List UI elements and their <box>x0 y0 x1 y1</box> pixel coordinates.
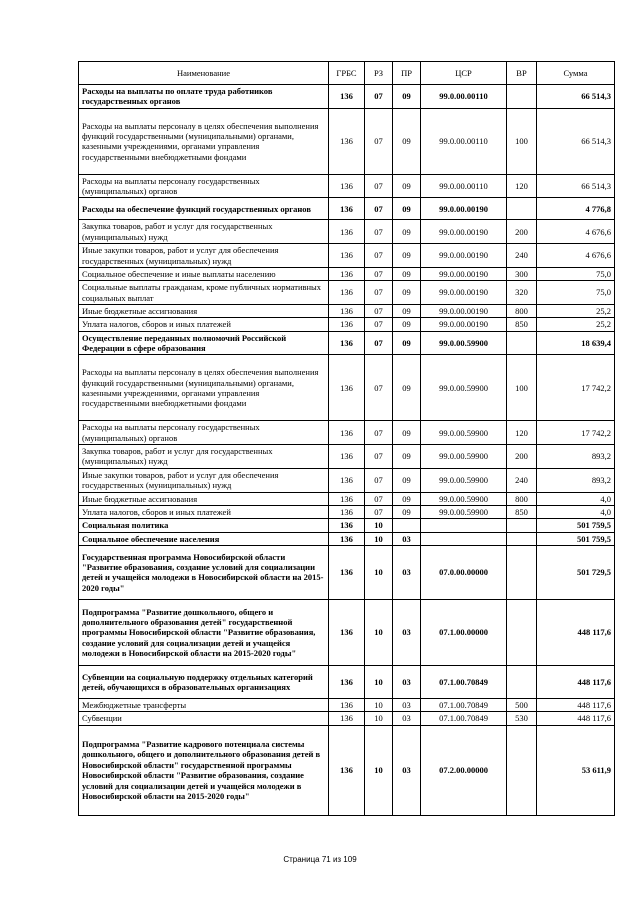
table-row <box>79 108 615 174</box>
cell-pr: 09 <box>393 318 421 331</box>
cell-pr: 03 <box>393 545 421 599</box>
table-row <box>79 318 615 331</box>
cell-csr: 07.1.00.70849 <box>421 698 507 711</box>
cell-rz: 07 <box>365 198 393 220</box>
cell-csr: 99.0.00.59900 <box>421 445 507 469</box>
cell-rz: 07 <box>365 468 393 492</box>
cell-vr <box>507 331 537 355</box>
cell-name: Подпрограмма "Развитие дошкольного, общего и дополнительного образования детей" государственной программы Новосибирской области "Развитие образования, создание условий для социализации детей и учащейся молодежи в Новосибирской области на 2015-2020 годы" <box>79 599 329 665</box>
cell-rz: 07 <box>365 331 393 355</box>
cell-csr <box>421 532 507 545</box>
cell-vr: 100 <box>507 108 537 174</box>
cell-sum: 4 676,6 <box>537 244 615 268</box>
cell-rz: 07 <box>365 267 393 280</box>
cell-grbs: 136 <box>329 698 365 711</box>
cell-sum: 25,2 <box>537 304 615 317</box>
cell-pr: 09 <box>393 492 421 505</box>
cell-sum: 448 117,6 <box>537 599 615 665</box>
cell-rz: 10 <box>365 599 393 665</box>
cell-grbs: 136 <box>329 220 365 244</box>
cell-vr: 320 <box>507 281 537 305</box>
cell-grbs: 136 <box>329 355 365 421</box>
cell-pr: 03 <box>393 712 421 725</box>
header-grbs: ГРБС <box>329 62 365 85</box>
cell-pr: 09 <box>393 267 421 280</box>
cell-rz: 07 <box>365 421 393 445</box>
cell-grbs: 136 <box>329 304 365 317</box>
cell-name: Иные закупки товаров, работ и услуг для обеспечения государственных (муниципальных) нужд <box>79 468 329 492</box>
cell-csr: 99.0.00.59900 <box>421 421 507 445</box>
cell-sum: 66 514,3 <box>537 85 615 109</box>
cell-pr: 03 <box>393 725 421 815</box>
cell-rz: 07 <box>365 492 393 505</box>
header-csr: ЦСР <box>421 62 507 85</box>
table-row <box>79 331 615 355</box>
cell-pr <box>393 519 421 532</box>
table-row <box>79 519 615 532</box>
cell-csr: 99.0.00.59900 <box>421 505 507 518</box>
cell-pr: 03 <box>393 665 421 698</box>
header-rz: РЗ <box>365 62 393 85</box>
cell-rz: 10 <box>365 532 393 545</box>
cell-name: Расходы на выплаты персоналу в целях обеспечения выполнения функций государственными (муниципальными) органами, казенными учреждениями, органами управления государственными внебюджетными фондами <box>79 355 329 421</box>
cell-csr <box>421 519 507 532</box>
cell-name: Расходы на выплаты персоналу в целях обеспечения выполнения функций государственными (муниципальными) органами, казенными учреждениями, органами управления государственными внебюджетными фондами <box>79 108 329 174</box>
cell-grbs: 136 <box>329 492 365 505</box>
cell-sum: 75,0 <box>537 267 615 280</box>
cell-csr: 99.0.00.00190 <box>421 198 507 220</box>
cell-rz: 07 <box>365 220 393 244</box>
cell-grbs: 136 <box>329 599 365 665</box>
cell-csr: 07.2.00.00000 <box>421 725 507 815</box>
cell-name: Уплата налогов, сборов и иных платежей <box>79 505 329 518</box>
cell-name: Закупка товаров, работ и услуг для государственных (муниципальных) нужд <box>79 220 329 244</box>
cell-grbs: 136 <box>329 108 365 174</box>
cell-sum: 448 117,6 <box>537 665 615 698</box>
cell-sum: 448 117,6 <box>537 712 615 725</box>
cell-pr: 09 <box>393 331 421 355</box>
cell-pr: 09 <box>393 421 421 445</box>
cell-pr: 09 <box>393 304 421 317</box>
cell-grbs: 136 <box>329 85 365 109</box>
table-row <box>79 244 615 268</box>
cell-csr: 99.0.00.00190 <box>421 318 507 331</box>
cell-name: Государственная программа Новосибирской области "Развитие образования, создание условий для социализации детей и учащейся молодежи в Новосибирской области на 2015-2020 годы" <box>79 545 329 599</box>
cell-sum: 53 611,9 <box>537 725 615 815</box>
cell-name: Уплата налогов, сборов и иных платежей <box>79 318 329 331</box>
cell-pr: 09 <box>393 220 421 244</box>
cell-vr: 120 <box>507 174 537 198</box>
cell-grbs: 136 <box>329 532 365 545</box>
cell-vr: 850 <box>507 505 537 518</box>
cell-rz: 10 <box>365 698 393 711</box>
cell-rz: 07 <box>365 108 393 174</box>
cell-name: Расходы на обеспечение функций государственных органов <box>79 198 329 220</box>
cell-name: Иные бюджетные ассигнования <box>79 304 329 317</box>
cell-csr: 99.0.00.59900 <box>421 468 507 492</box>
cell-sum: 501 759,5 <box>537 532 615 545</box>
cell-sum: 4 776,8 <box>537 198 615 220</box>
cell-vr: 100 <box>507 355 537 421</box>
cell-csr: 99.0.00.00190 <box>421 220 507 244</box>
cell-name: Субвенции <box>79 712 329 725</box>
cell-rz: 07 <box>365 85 393 109</box>
header-name: Наименование <box>79 62 329 85</box>
cell-name: Субвенции на социальную поддержку отдельных категорий детей, обучающихся в образовательных организациях <box>79 665 329 698</box>
cell-rz: 07 <box>365 445 393 469</box>
table-row <box>79 712 615 725</box>
cell-name: Расходы на выплаты персоналу государственных (муниципальных) органов <box>79 174 329 198</box>
cell-rz: 07 <box>365 505 393 518</box>
cell-grbs: 136 <box>329 244 365 268</box>
cell-name: Расходы на выплаты персоналу государственных (муниципальных) органов <box>79 421 329 445</box>
cell-sum: 66 514,3 <box>537 174 615 198</box>
table-row <box>79 355 615 421</box>
cell-csr: 07.1.00.00000 <box>421 599 507 665</box>
cell-csr: 99.0.00.00190 <box>421 304 507 317</box>
cell-sum: 75,0 <box>537 281 615 305</box>
cell-name: Социальные выплаты гражданам, кроме публичных нормативных социальных выплат <box>79 281 329 305</box>
cell-rz: 10 <box>365 545 393 599</box>
cell-sum: 17 742,2 <box>537 421 615 445</box>
cell-sum: 18 639,4 <box>537 331 615 355</box>
cell-rz: 10 <box>365 519 393 532</box>
cell-sum: 4,0 <box>537 505 615 518</box>
cell-vr <box>507 665 537 698</box>
cell-sum: 4,0 <box>537 492 615 505</box>
cell-csr: 99.0.00.59900 <box>421 355 507 421</box>
cell-pr: 09 <box>393 198 421 220</box>
cell-pr: 09 <box>393 174 421 198</box>
cell-vr: 850 <box>507 318 537 331</box>
cell-sum: 4 676,6 <box>537 220 615 244</box>
cell-pr: 09 <box>393 85 421 109</box>
cell-vr <box>507 725 537 815</box>
cell-name: Закупка товаров, работ и услуг для государственных (муниципальных) нужд <box>79 445 329 469</box>
cell-vr <box>507 519 537 532</box>
cell-name: Иные бюджетные ассигнования <box>79 492 329 505</box>
cell-vr: 500 <box>507 698 537 711</box>
cell-pr: 09 <box>393 355 421 421</box>
table-row <box>79 599 615 665</box>
cell-vr: 530 <box>507 712 537 725</box>
cell-rz: 07 <box>365 304 393 317</box>
cell-grbs: 136 <box>329 281 365 305</box>
cell-csr: 99.0.00.00110 <box>421 85 507 109</box>
cell-vr: 200 <box>507 220 537 244</box>
header-sum: Сумма <box>537 62 615 85</box>
cell-sum: 17 742,2 <box>537 355 615 421</box>
table-row <box>79 665 615 698</box>
cell-csr: 99.0.00.00110 <box>421 174 507 198</box>
header-vr: ВР <box>507 62 537 85</box>
cell-csr: 07.1.00.70849 <box>421 712 507 725</box>
cell-csr: 99.0.00.00190 <box>421 281 507 305</box>
table-row <box>79 545 615 599</box>
cell-pr: 09 <box>393 445 421 469</box>
cell-csr: 99.0.00.00190 <box>421 244 507 268</box>
cell-grbs: 136 <box>329 331 365 355</box>
cell-rz: 07 <box>365 244 393 268</box>
cell-vr: 800 <box>507 304 537 317</box>
cell-pr: 03 <box>393 698 421 711</box>
cell-grbs: 136 <box>329 505 365 518</box>
cell-vr <box>507 545 537 599</box>
cell-sum: 501 759,5 <box>537 519 615 532</box>
cell-rz: 07 <box>365 355 393 421</box>
cell-grbs: 136 <box>329 545 365 599</box>
cell-name: Иные закупки товаров, работ и услуг для обеспечения государственных (муниципальных) нужд <box>79 244 329 268</box>
cell-csr: 07.0.00.00000 <box>421 545 507 599</box>
table-header-row <box>79 62 615 85</box>
cell-name: Подпрограмма "Развитие кадрового потенциала системы дошкольного, общего и дополнительного образования детей в Новосибирской области" государственной программы Новосибирской области "Развитие образования, создание условий для социализации детей и учащейся молодежи в Новосибирской области на 2015-2020 годы" <box>79 725 329 815</box>
cell-grbs: 136 <box>329 267 365 280</box>
table-row <box>79 505 615 518</box>
cell-vr: 300 <box>507 267 537 280</box>
table-row <box>79 85 615 109</box>
cell-pr: 09 <box>393 468 421 492</box>
cell-pr: 09 <box>393 505 421 518</box>
cell-grbs: 136 <box>329 198 365 220</box>
cell-vr: 200 <box>507 445 537 469</box>
cell-pr: 03 <box>393 532 421 545</box>
cell-rz: 10 <box>365 665 393 698</box>
cell-pr: 03 <box>393 599 421 665</box>
cell-grbs: 136 <box>329 519 365 532</box>
budget-table <box>78 61 615 816</box>
table-row <box>79 198 615 220</box>
cell-grbs: 136 <box>329 445 365 469</box>
cell-pr: 09 <box>393 281 421 305</box>
cell-vr <box>507 532 537 545</box>
cell-vr: 120 <box>507 421 537 445</box>
cell-csr: 99.0.00.00190 <box>421 267 507 280</box>
cell-name: Расходы на выплаты по оплате труда работников государственных органов <box>79 85 329 109</box>
cell-rz: 07 <box>365 174 393 198</box>
table-row <box>79 267 615 280</box>
cell-vr: 800 <box>507 492 537 505</box>
table-row <box>79 220 615 244</box>
table-row <box>79 421 615 445</box>
page-number: Страница 71 из 109 <box>283 855 357 864</box>
cell-vr: 240 <box>507 244 537 268</box>
cell-csr: 07.1.00.70849 <box>421 665 507 698</box>
table-row <box>79 304 615 317</box>
table-row <box>79 532 615 545</box>
cell-csr: 99.0.00.59900 <box>421 331 507 355</box>
cell-rz: 10 <box>365 725 393 815</box>
cell-name: Осуществление переданных полномочий Российской Федерации в сфере образования <box>79 331 329 355</box>
cell-grbs: 136 <box>329 421 365 445</box>
cell-grbs: 136 <box>329 174 365 198</box>
cell-name: Социальное обеспечение и иные выплаты населению <box>79 267 329 280</box>
cell-grbs: 136 <box>329 318 365 331</box>
table-row <box>79 281 615 305</box>
cell-vr <box>507 198 537 220</box>
cell-vr <box>507 599 537 665</box>
cell-csr: 99.0.00.00110 <box>421 108 507 174</box>
cell-grbs: 136 <box>329 468 365 492</box>
cell-rz: 07 <box>365 281 393 305</box>
cell-sum: 25,2 <box>537 318 615 331</box>
cell-name: Социальная политика <box>79 519 329 532</box>
cell-csr: 99.0.00.59900 <box>421 492 507 505</box>
cell-sum: 448 117,6 <box>537 698 615 711</box>
cell-vr <box>507 85 537 109</box>
cell-name: Межбюджетные трансферты <box>79 698 329 711</box>
table-row <box>79 492 615 505</box>
cell-name: Социальное обеспечение населения <box>79 532 329 545</box>
cell-sum: 893,2 <box>537 445 615 469</box>
table-row <box>79 725 615 815</box>
cell-grbs: 136 <box>329 665 365 698</box>
cell-grbs: 136 <box>329 725 365 815</box>
cell-sum: 893,2 <box>537 468 615 492</box>
table-body <box>79 85 615 816</box>
cell-rz: 10 <box>365 712 393 725</box>
table-row <box>79 698 615 711</box>
cell-rz: 07 <box>365 318 393 331</box>
table-row <box>79 445 615 469</box>
cell-pr: 09 <box>393 108 421 174</box>
cell-sum: 66 514,3 <box>537 108 615 174</box>
cell-vr: 240 <box>507 468 537 492</box>
table-row <box>79 468 615 492</box>
cell-sum: 501 729,5 <box>537 545 615 599</box>
table-row <box>79 174 615 198</box>
cell-pr: 09 <box>393 244 421 268</box>
cell-grbs: 136 <box>329 712 365 725</box>
header-pr: ПР <box>393 62 421 85</box>
